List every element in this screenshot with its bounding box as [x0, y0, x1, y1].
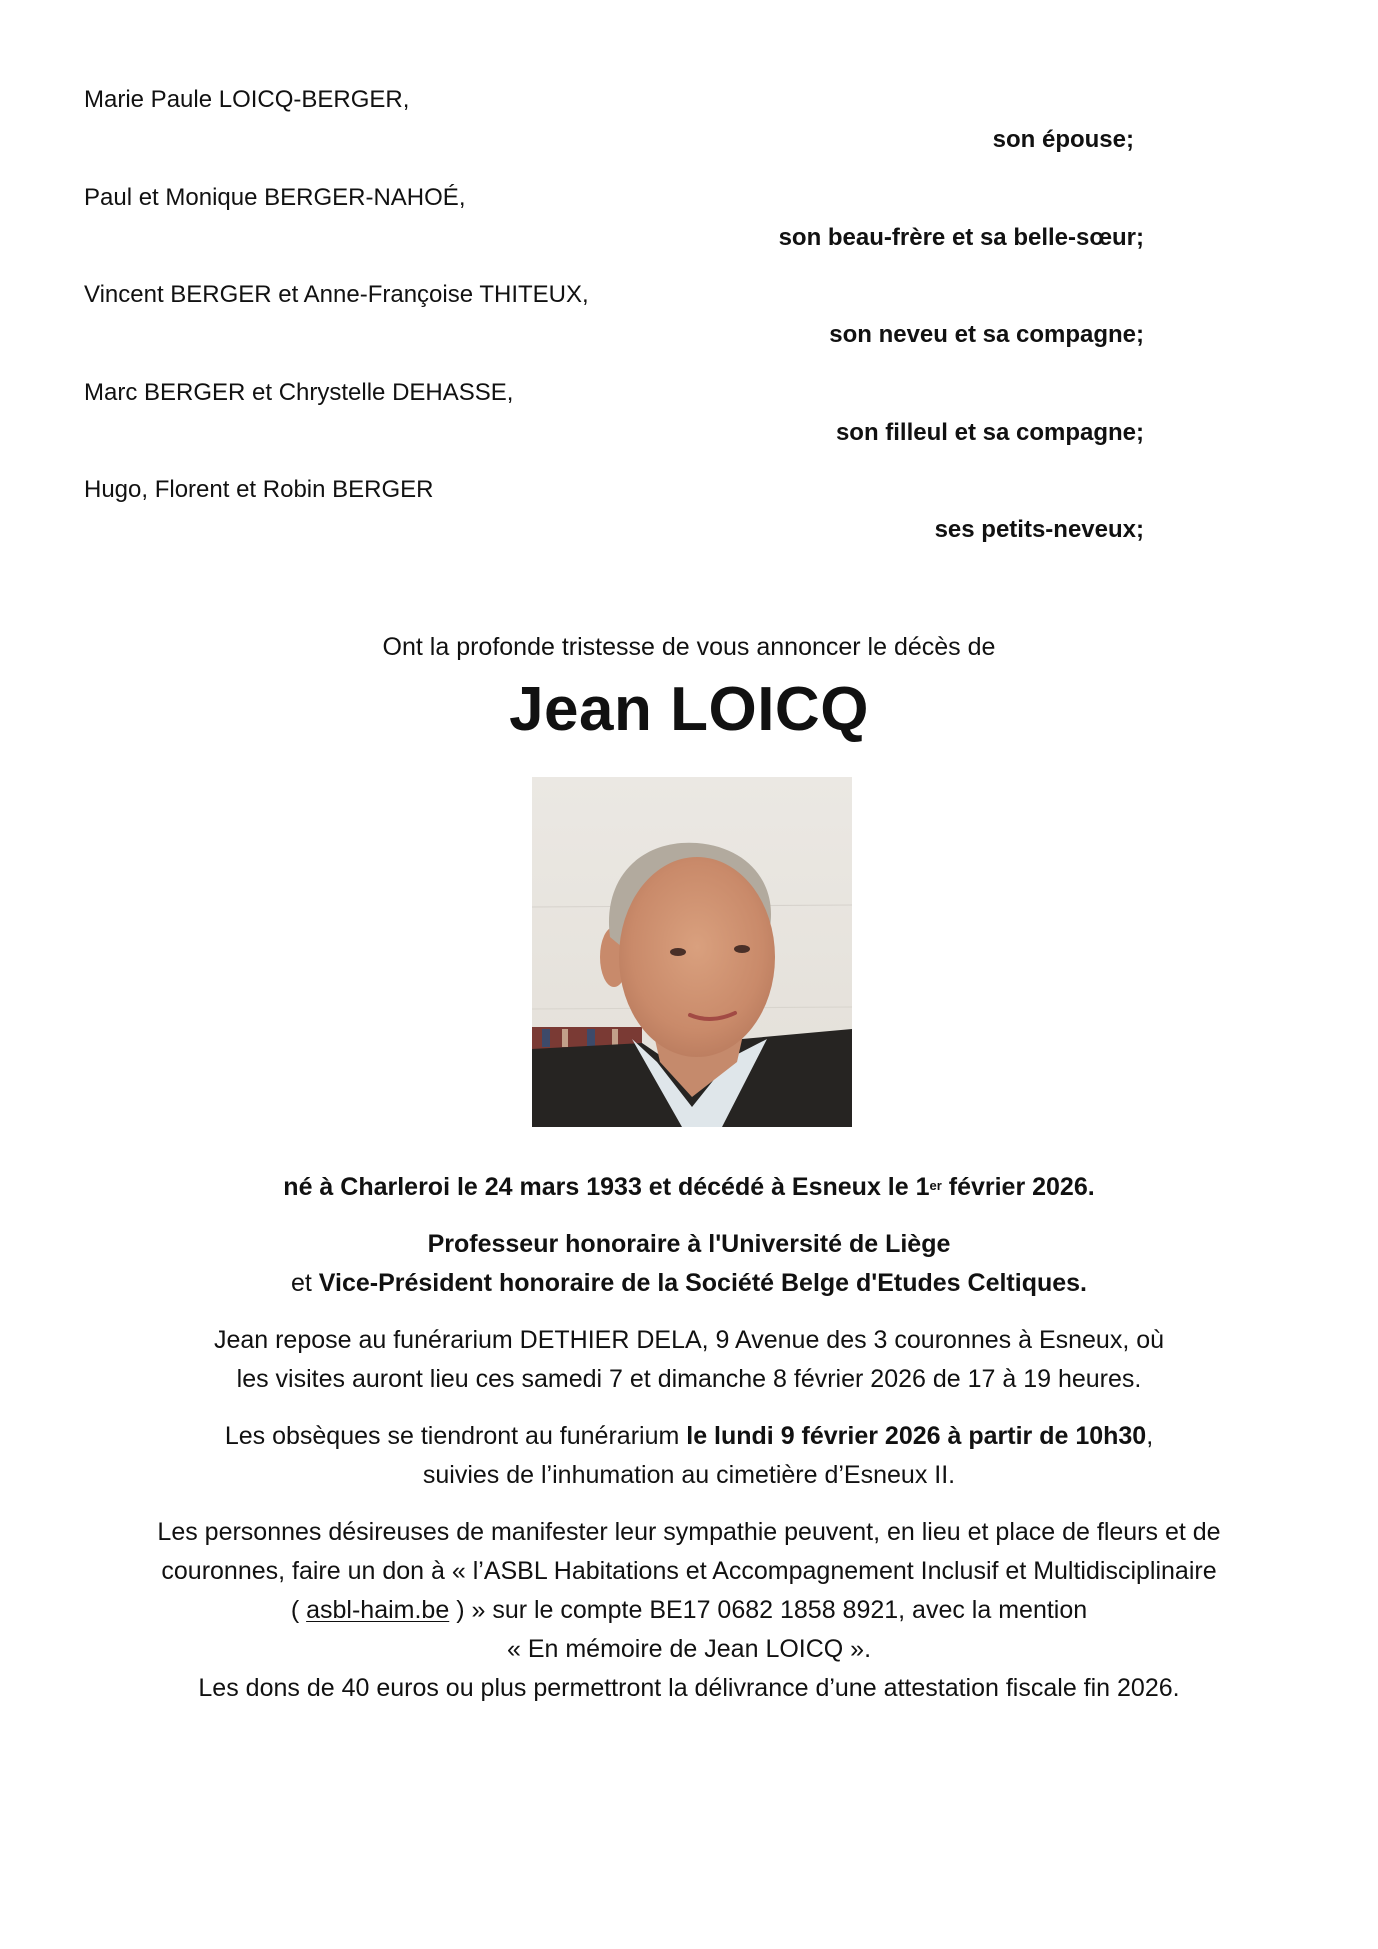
visitation-paragraph: [100, 1321, 1278, 1399]
family-list: [84, 84, 1144, 572]
visitation-line-1: Jean repose au funérarium DETHIER DELA, 9 Avenue des 3 couronnes à Esneux, où: [213, 1326, 1165, 1354]
funeral-paragraph: [100, 1417, 1278, 1495]
family-member-name: Marc BERGER et Chrystelle DEHASSE,: [84, 378, 514, 406]
funeral-prefix: Les obsèques se tiendront au funérarium: [224, 1422, 687, 1450]
donation-line-3: [100, 1591, 1278, 1630]
family-entry: [84, 474, 1144, 572]
funeral-line-2: suivies de l’inhumation au cimetière d’Esneux II.: [422, 1461, 956, 1489]
family-relation: son épouse;: [992, 126, 1134, 153]
family-relation: son neveu et sa compagne;: [829, 321, 1144, 349]
announcement-text: Ont la profonde tristesse de vous annoncer le décès de: [382, 633, 996, 661]
family-entry: [84, 84, 1144, 182]
birth-death-text: né à Charleroi le 24 mars 1933 et décédé à Esneux le 1: [283, 1173, 930, 1201]
funeral-line-1: [100, 1417, 1278, 1456]
birth-death-line: [100, 1168, 1278, 1207]
funeral-date: le lundi 9 février 2026 à partir de 10h30: [686, 1422, 1147, 1450]
title-prefix: et: [290, 1269, 319, 1297]
title-vice-president: Vice-Président honoraire de la Société Belge d'Etudes Celtiques.: [318, 1269, 1087, 1297]
title-professor: Professeur honoraire à l'Université de Liège: [427, 1230, 951, 1258]
portrait-illustration: [532, 777, 852, 1127]
family-entry: [84, 279, 1144, 377]
honorary-titles: [100, 1225, 1278, 1303]
visitation-line-2: les visites auront lieu ces samedi 7 et dimanche 8 février 2026 de 17 à 19 heures.: [236, 1365, 1142, 1393]
title-vice-president-line: [100, 1264, 1278, 1303]
portrait-photo: [532, 777, 852, 1127]
donation-paragraph: [100, 1513, 1278, 1708]
donation-prefix: (: [290, 1596, 307, 1624]
family-relation: son filleul et sa compagne;: [835, 418, 1144, 446]
donation-line-2: couronnes, faire un don à « l’ASBL Habitations et Accompagnement Inclusif et Multidisciplinaire: [161, 1557, 1217, 1585]
deceased-name: Jean LOICQ: [509, 675, 869, 744]
ordinal-superscript: er: [929, 1178, 942, 1193]
donation-account: ) » sur le compte BE17 0682 1858 8921, avec la mention: [449, 1596, 1088, 1624]
family-member-name: Paul et Monique BERGER-NAHOÉ,: [84, 183, 466, 211]
family-member-name: Marie Paule LOICQ-BERGER,: [84, 86, 410, 113]
family-relation: ses petits-neveux;: [934, 516, 1144, 544]
death-month-text: février 2026.: [941, 1173, 1095, 1201]
funeral-suffix: ,: [1146, 1422, 1154, 1450]
asbl-haim-link[interactable]: asbl-haim.be: [306, 1596, 450, 1624]
family-entry: [84, 377, 1144, 475]
donation-line-1: Les personnes désireuses de manifester leur sympathie peuvent, en lieu et place de fleurs et de: [157, 1518, 1221, 1546]
family-relation: son beau-frère et sa belle-sœur;: [778, 223, 1144, 251]
family-entry: [84, 182, 1144, 280]
family-member-name: Vincent BERGER et Anne-Françoise THITEUX,: [84, 281, 589, 309]
obituary-details: [100, 1168, 1278, 1726]
donation-mention: « En mémoire de Jean LOICQ ».: [506, 1635, 872, 1663]
family-member-name: Hugo, Florent et Robin BERGER: [84, 476, 434, 504]
tax-certificate-note: Les dons de 40 euros ou plus permettront la délivrance d’une attestation fiscale fin 2026.: [198, 1674, 1180, 1702]
